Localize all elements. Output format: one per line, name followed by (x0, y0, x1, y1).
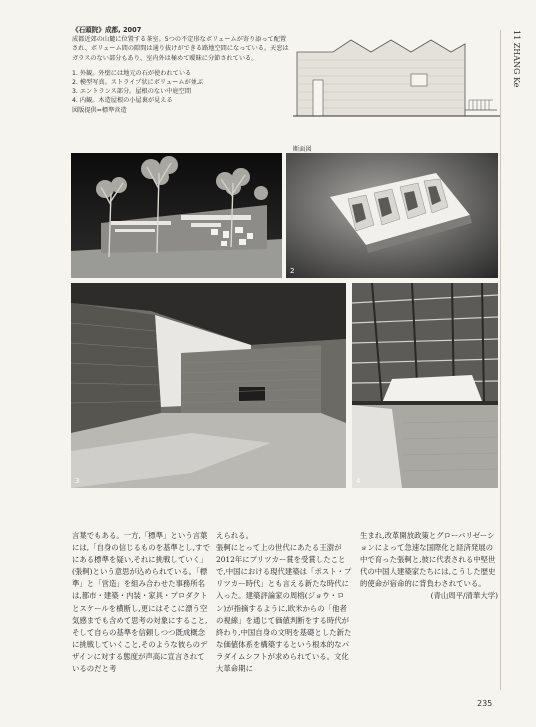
body-column-text: えられる。 張軻にとって上の世代にあたる王澍が2012年にプリツカー賞を受賞したことで,中国における現代建築は「ポスト・プリツカー時代」とも言える新たな時代に入った。建築評論家の周榕(ジョウ・ロン)が指摘するように,欧米からの「他者の視線」を通じて価値判断をする時代が終わり,中国自身の文明を基礎とした新たな価値体系を構築するという根本的なパラダイムシフトが求められている。文化大革命期に (216, 531, 352, 674)
page-number: 235 (477, 699, 493, 708)
section-drawing-label: 断面図 (293, 146, 312, 153)
caption-block (72, 26, 290, 115)
photo-exterior-night (71, 153, 282, 278)
photo-number: 2 (290, 267, 295, 275)
side-running-label-text: 11 ZHANG Ke (512, 30, 521, 88)
photo-entrance-image (71, 283, 346, 488)
body-column-3 (360, 530, 498, 603)
side-running-label (507, 30, 525, 90)
section-drawing (293, 30, 501, 142)
photo-model-image (286, 153, 498, 278)
margin-rule (500, 30, 501, 690)
body-column-2 (216, 530, 354, 675)
caption-credit: 図版提供=標準営造 (72, 106, 127, 114)
caption-note: 3. エントランス部分。屋根のない中庭空間 (72, 88, 192, 96)
caption-note: 1. 外観。外壁には地元の石が使われている (72, 69, 192, 77)
body-column-text: 言葉でもある。一方,「標準」という言葉には,「自身の信じるものを基準とし,すでにある標準を疑い,それに挑戦していく」(張軻)という意思が込められている。「標準」と「営造」を組み合わせた事務所名は,都市・建築・内装・家具・プロダクトとスケールを横断し,更にはそこに漂う空気感までも含めて思考の対象にすること,そして自らの基準を信頼しつつ既成概念に挑戦していくこと,そのような彼らのデザインに対する態度が声高に宣言されているのだと考 (72, 531, 210, 674)
caption-notes (72, 69, 290, 106)
photo-exterior-image (71, 153, 282, 278)
photo-number: 4 (356, 477, 361, 485)
author-credit: (青山周平/清華大学) (430, 591, 498, 601)
photo-number: 3 (75, 477, 80, 485)
photo-entrance-courtyard (71, 283, 346, 488)
photo-interior-image (352, 283, 498, 488)
photo-model (286, 153, 498, 278)
caption-note: 4. 内観。木造屋根の小屋裏が見える (72, 97, 173, 105)
body-column-1 (72, 530, 210, 675)
photo-interior-roof (352, 283, 498, 488)
body-column-text: 生まれ,改革開放政策とグローバリゼーションによって急速な国際化と経済発展の中で育った張軻と,彼に代表される中堅世代の中国人建築家たちには,こうした歴史的使命が宿命的に背負わされている。 (360, 531, 496, 589)
caption-note: 2. 模型写真。ストライプ状にボリュームが並ぶ (72, 79, 204, 87)
caption-title: 《石頭院》成都, 2007 (72, 26, 142, 34)
caption-body: 成都近郊の山麓に位置する茶室。5つの不定形なボリュームが寄り添って配置され、ボリューム間の隙間は通り抜けができる路地空間になっている。天窓はガラスのない部分もあり、室内外は極めて曖昧に分節されている。 (72, 36, 289, 62)
